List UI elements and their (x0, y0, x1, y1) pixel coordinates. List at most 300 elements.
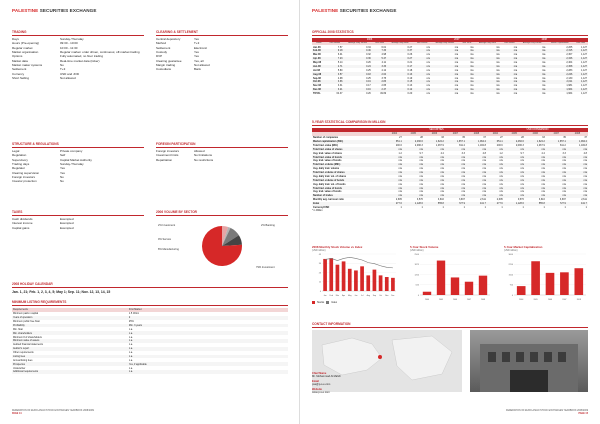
comparison-cell: n/a (461, 182, 465, 186)
structure-key-3: Trading days (12, 162, 30, 167)
official-cell: 4.11 (381, 61, 387, 65)
comparison-cell: n/a (546, 178, 567, 182)
official-cell: 4.71 (326, 65, 344, 69)
page-number: PAGE 15 (578, 413, 588, 416)
listing-cell: n.a. (128, 339, 288, 343)
official-cell: n/a (474, 65, 500, 69)
comparison-cell: n/a (386, 163, 403, 167)
comparison-cell: 1 (501, 205, 503, 209)
official-cell: 2.47 (372, 88, 387, 92)
comparison-cell: n/a (466, 194, 487, 198)
clearing-value-2: Electronic (194, 45, 208, 50)
official-subheader-7: Total Value (459, 42, 474, 45)
official-cell: Jul-08 (313, 68, 320, 72)
official-cell: n/a (431, 80, 459, 84)
clearing-key-4: DVP (156, 54, 163, 59)
listing-cell: Min. float (13, 327, 23, 331)
listing-cell: n.a. (128, 347, 288, 351)
official-cell: n/a (413, 88, 431, 92)
comparison-cell: 1 (522, 205, 524, 209)
official-cell: 1,127 (581, 45, 587, 49)
comparison-cell: n/a (482, 167, 486, 171)
pie-chart (156, 218, 288, 270)
official-cell: n/a (454, 92, 459, 96)
official-cell: 0.21 (407, 61, 413, 65)
comparison-cell: n/a (440, 182, 444, 186)
comparison-cell: 1.2 (398, 151, 402, 155)
chart1-bar-9 (379, 276, 383, 292)
comparison-cell: n/a (419, 174, 423, 178)
comparison-cell: 200.6 (395, 143, 402, 147)
official-cell: 5.47 (372, 57, 387, 61)
structure-title: STRUCTURE & REGULATIONS (12, 142, 144, 148)
listing-cell: Other requirements (13, 351, 34, 355)
comparison-cell: n/a (419, 190, 423, 194)
location-marker (378, 355, 382, 359)
comparison-cell: 1,182.8 (579, 143, 587, 147)
foreign-value-0: Allowed (194, 149, 205, 153)
comparison-cell: 727.9 (445, 202, 466, 206)
official-cell: 0.17 (387, 65, 413, 69)
chart1-bar-2 (336, 265, 340, 291)
comparison-cell: n/a (403, 171, 424, 175)
listing-cell: Auditor's report (12, 347, 128, 351)
comparison-cell: 1,067.9 (536, 143, 545, 147)
chart3-title: 5-Year Market Capitalization (504, 245, 543, 249)
comparison-cell: 1 (442, 205, 444, 209)
chart1-x-tick-4: May (347, 295, 352, 298)
listing-cell: Prospectus (12, 362, 128, 366)
structure-value-3: Sunday-Thursday (60, 162, 84, 167)
listing-cell: Minimum paid-in capital (13, 312, 39, 316)
official-cell: n/a (496, 84, 500, 88)
comparison-table (312, 128, 588, 209)
structure-key-0: Legal (12, 149, 20, 153)
comparison-cell: 811.2 (560, 143, 566, 147)
table-row (312, 206, 588, 210)
comparison-cell: n/a (445, 163, 466, 167)
chart3-bar-3 (560, 273, 569, 296)
official-cell: n/a (426, 68, 430, 72)
official-cell: n/a (413, 80, 431, 84)
chart3-y-tick: 2250 (508, 264, 513, 267)
comparison-cell: 4.4 (541, 151, 545, 155)
listing-cell: n.a. (128, 370, 288, 374)
listing-cell: n.a. (128, 343, 133, 347)
comparison-cell: 9.7 (520, 151, 524, 155)
official-subheader-4: Average Daily Value (387, 42, 413, 45)
comparison-cell: 9.7 (419, 151, 423, 155)
chart3-y-tick: 0 (511, 295, 513, 298)
comparison-cell: n/a (541, 182, 545, 186)
listing-cell: n.a. (128, 366, 133, 370)
comparison-cell: 555.8 (424, 202, 445, 206)
taxes-section (12, 210, 144, 230)
official-cell: Oct-08 (312, 80, 326, 84)
official-cell: n/a (542, 84, 546, 88)
chart2-y-tick: 1875 (414, 264, 419, 267)
comparison-cell: n/a (403, 178, 424, 182)
chart1-bar-3 (342, 262, 346, 292)
official-cell: Apr-08 (312, 57, 326, 61)
comparison-cell: n/a (562, 159, 566, 163)
comparison-cell: n/a (567, 194, 588, 198)
trading-title: TRADING (12, 30, 144, 36)
comparison-cell: n/a (541, 174, 545, 178)
official-cell: 3.21 (326, 88, 344, 92)
contact-details (312, 372, 422, 394)
comparison-cell: n/a (520, 190, 524, 194)
chart1-x-tick-8: Sep (372, 295, 377, 298)
comparison-cell: n/a (386, 194, 403, 198)
official-cell: 1,127 (573, 88, 588, 92)
trading-section (12, 30, 144, 81)
official-cell: n/a (496, 61, 500, 65)
comparison-cell: Total trad. value of bonds (312, 186, 386, 190)
chart1-x-tick-7: Aug (366, 295, 370, 298)
comparison-cell: 1,657.1 (546, 140, 567, 144)
official-cell: 1,127 (581, 53, 587, 57)
official-stats-section (312, 30, 588, 96)
comparison-cell: n/a (567, 163, 588, 167)
official-cell: 5.14 (337, 61, 343, 65)
official-cell: 6.01 (337, 53, 343, 57)
listing-cell: Yes, if applicable (128, 362, 288, 366)
taxes-title: TAXES (12, 210, 144, 216)
official-cell: n/a (518, 80, 546, 84)
comparison-cell: 1,624.2 (424, 140, 445, 144)
structure-key-5: Clearing supervision (12, 170, 40, 175)
comparison-cell: Total trad. volume (Mill.) (312, 163, 386, 167)
official-cell: n/a (470, 92, 474, 96)
official-cell: n/a (496, 45, 500, 49)
comparison-cell: 3,616 (437, 198, 444, 202)
comparison-cell: Total trad. volume of bonds (312, 178, 386, 182)
chart3-x-tick-0: 2004 (519, 299, 524, 302)
official-cell: Sep-08 (313, 76, 321, 80)
chart1-bar-10 (385, 278, 389, 292)
comparison-cell: n/a (504, 163, 525, 167)
comparison-cell: 1,624.2 (525, 140, 546, 144)
official-cell: n/a (426, 76, 430, 80)
official-cell: 3.66 (326, 80, 344, 84)
comparison-cell: 4.8 (583, 151, 587, 155)
web-label: Website (312, 387, 322, 391)
official-cell: 2.83 (372, 80, 387, 84)
pie-label-3: 8% Manufacturing (158, 248, 179, 251)
official-cell: n/a (454, 61, 459, 65)
chart2-bar-4 (479, 276, 487, 295)
listing-cell: 25% (128, 320, 134, 324)
official-cell: 0.26 (366, 61, 371, 65)
comparison-cell: n/a (504, 178, 525, 182)
listing-cell: Listing fees (12, 355, 128, 359)
official-cell: 0.36 (343, 57, 371, 61)
structure-section (12, 142, 144, 184)
comparison-cell: 1.2 (499, 151, 503, 155)
comparison-cell: n/a (583, 174, 587, 178)
comparison-cell: 3,697 (559, 198, 566, 202)
comparison-cell: n/a (445, 155, 466, 159)
comparison-cell: n/a (583, 190, 587, 194)
brand-name: PALESTINE (12, 8, 39, 13)
official-cell: n/a (500, 57, 518, 61)
official-cell: 0.12 (387, 88, 413, 92)
listing-section (12, 300, 288, 374)
comparison-cell: 3.3 (461, 151, 465, 155)
web-link[interactable]: www.p-s-e.com (312, 391, 330, 395)
comparison-cell: 555.8 (525, 202, 546, 206)
taxes-value-1: Exempted (60, 221, 74, 226)
chart1-bar-8 (373, 270, 377, 291)
official-cell: 2,283 (566, 68, 573, 72)
comparison-cell: n/a (567, 155, 588, 159)
comparison-cell: 1,964.2 (466, 140, 487, 144)
comparison-cell: n/a (445, 171, 466, 175)
listing-cell: n.a. (128, 327, 133, 331)
official-cell: n/a (454, 76, 459, 80)
official-cell: n/a (431, 49, 459, 53)
chart3-section (504, 246, 588, 308)
pie-label-0: 2% Investment (158, 224, 176, 227)
comparison-year-3: 2007 (445, 132, 466, 136)
official-cell: n/a (459, 65, 474, 69)
official-cell: 1,964 (546, 88, 573, 92)
comparison-cell: n/a (482, 159, 486, 163)
comparison-cell: Number of companies (313, 136, 339, 140)
clearing-key-7: Custodians (156, 67, 172, 72)
chart3-x-tick-2: 2006 (547, 299, 553, 302)
comparison-cell: n/a (466, 178, 487, 182)
official-cell: 4.98 (381, 53, 387, 57)
comparison-cell: n/a (403, 163, 424, 167)
comparison-cell: n/a (419, 159, 423, 163)
official-cell: Nov-08 (313, 84, 321, 88)
official-cell: n/a (459, 88, 474, 92)
trading-value-6: No (60, 63, 64, 68)
official-cell: n/a (513, 61, 518, 65)
chart1-bar-1 (329, 259, 333, 292)
comparison-cell: n/a (499, 182, 503, 186)
comparison-cell: n/a (482, 182, 486, 186)
chart2-bar-2 (451, 278, 459, 296)
comparison-cell: n/a (504, 147, 525, 151)
trading-value-8: USD and JOD (60, 71, 80, 76)
comparison-cell: n/a (386, 155, 403, 159)
comparison-cell: 2,611 (581, 198, 587, 202)
taxes-key-1: Interest income (12, 221, 33, 226)
comparison-cell: n/a (440, 190, 444, 194)
structure-key-1: Regulation (12, 153, 27, 158)
chart1-x-tick-10: Nov (385, 295, 389, 298)
official-cell: 7.57 (337, 45, 343, 49)
comparison-cell: 1,128.6 (403, 202, 424, 206)
official-cell: 2,307 (566, 53, 573, 57)
official-cell: n/a (413, 72, 431, 76)
comparison-cell: 3,616 (538, 198, 545, 202)
foreign-value-1: No limitations (194, 153, 213, 158)
structure-value-5: Yes (60, 170, 65, 175)
foreign-section (156, 142, 288, 162)
official-cell: n/a (542, 76, 546, 80)
header-title: SECURITIES EXCHANGE (339, 8, 397, 13)
listing-cell: Audited financial statements (13, 343, 43, 347)
trading-value-0: Sunday-Thursday (60, 37, 84, 41)
chart1-x-tick-5: Jun (354, 295, 358, 298)
comparison-cell: 1 (400, 205, 402, 209)
chart2-bar-1 (437, 261, 445, 295)
email-link[interactable]: pse@p-s-e.com (312, 383, 331, 387)
comparison-cell: 2,611 (480, 198, 486, 202)
legend-swatch-stocks (312, 301, 315, 304)
official-cell: 0.24 (343, 65, 371, 69)
official-group-1: 2007 (413, 38, 500, 42)
official-cell: TOTAL (313, 92, 321, 96)
comparison-title: 5-YEAR STATISTICAL COMPARISON IN MILLION (312, 120, 588, 126)
trading-key-7: Settlement (12, 67, 27, 72)
clearing-key-2: Settlement (156, 45, 171, 50)
official-cell: n/a (518, 88, 546, 92)
comparison-cell: n/a (546, 194, 567, 198)
comparison-cell: n/a (419, 182, 423, 186)
trading-kv (12, 38, 144, 81)
official-group-0: 2006 (326, 38, 413, 42)
official-cell: n/a (426, 92, 430, 96)
official-cell: n/a (474, 72, 500, 76)
comparison-cell: n/a (525, 194, 546, 198)
comparison-cell: n/a (398, 190, 402, 194)
comparison-cell: 1 (421, 205, 423, 209)
chart2-y-tick: 0 (417, 295, 419, 298)
comparison-cell: n/a (520, 159, 524, 163)
official-cell: Aug-08 (312, 72, 326, 76)
comparison-cell: n/a (567, 171, 588, 175)
comparison-cell: 651.1 (386, 140, 403, 144)
official-subheader-9: Total Volume (500, 42, 518, 45)
comparison-cell: Number of trades (312, 194, 386, 198)
comparison-cell: 4.4 (440, 151, 444, 155)
listing-cell: n.a. (128, 355, 288, 359)
comparison-cell: 1,964.2 (567, 140, 588, 144)
comparison-cell: n/a (466, 171, 487, 175)
comparison-cell: n/a (482, 190, 486, 194)
official-cell: 4.98 (337, 76, 343, 80)
official-cell: n/a (542, 68, 546, 72)
comparison-cell: 441.7 (466, 202, 487, 206)
official-cell: n/a (474, 80, 500, 84)
comparison-cell: n/a (525, 163, 546, 167)
official-cell: 2,011 (546, 80, 573, 84)
comparison-cell: n/a (403, 186, 424, 190)
comparison-cell: n/a (504, 171, 525, 175)
chart2-bar-0 (423, 292, 431, 295)
official-cell: n/a (513, 84, 518, 88)
official-cell: 7.23 (326, 57, 344, 61)
official-cell: 0.20 (407, 92, 413, 96)
official-subheader-11: Market Capitalization (546, 42, 573, 45)
comparison-cell: 1,128.6 (504, 202, 525, 206)
official-cell: 1,127 (573, 49, 588, 53)
comparison-cell: n/a (525, 186, 546, 190)
comparison-cell: n/a (440, 167, 444, 171)
comparison-cell: n/a (562, 174, 566, 178)
comparison-cell: n/a (424, 163, 445, 167)
comparison-cell: 1 (585, 205, 587, 209)
comparison-cell: n/a (386, 171, 403, 175)
comparison-cell: 35 (462, 136, 465, 140)
comparison-cell: Avg. trad. value of bonds (313, 190, 342, 194)
official-cell: n/a (542, 45, 546, 49)
email-label: Email (312, 379, 319, 383)
chart1-bar-4 (348, 269, 352, 291)
taxes-kv (12, 218, 144, 230)
chart3-x-tick-4: 2008 (576, 299, 581, 302)
chart3-bar-0 (517, 287, 526, 296)
comparison-cell: n/a (424, 194, 445, 198)
chart1-section (312, 246, 398, 308)
chart1-subtitle: (USD million) (312, 249, 326, 252)
comparison-cell: 3.3 (562, 151, 566, 155)
official-cell: n/a (454, 45, 459, 49)
comparison-cell: n/a (386, 186, 403, 190)
official-cell: n/a (518, 57, 546, 61)
comparison-note: * in Million (312, 210, 323, 213)
comparison-cell: 441.7 (567, 202, 588, 206)
comparison-cell: n/a (386, 178, 403, 182)
trading-key-8: Currency (12, 71, 25, 76)
official-cell: 2,246 (546, 72, 573, 76)
ceo-name: Mr. Mohammad Al Mahdi (312, 375, 341, 379)
comparison-cell: 33 (441, 136, 444, 140)
chart1-x-tick-3: Apr (342, 295, 346, 298)
comparison-cell: 4.8 (482, 151, 486, 155)
official-cell: 64.37 (336, 92, 343, 96)
official-cell: n/a (470, 68, 474, 72)
comparison-cell: n/a (504, 194, 525, 198)
comparison-cell: n/a (541, 167, 545, 171)
official-cell: n/a (470, 45, 474, 49)
clearing-title: CLEARING & SETTLEMENT (156, 30, 288, 36)
trading-key-3: Market organisation (12, 50, 39, 55)
chart1-y-tick: 0 (319, 291, 321, 294)
structure-value-2: Capital Market Authority (60, 157, 92, 162)
foreign-key-1: Investment limits (156, 153, 179, 158)
comparison-year-5: 2004 (487, 132, 504, 136)
trading-value-7: T+3 (60, 67, 66, 72)
footer-text: FEDERATION OF EURO-ASIAN STOCK EXCHANGES YEARBOOK 2008/2009 (506, 410, 588, 413)
comparison-cell: n/a (525, 171, 546, 175)
chart3-bar-2 (546, 273, 555, 295)
chart3-y-tick: 1500 (508, 274, 513, 277)
official-cell: n/a (459, 80, 474, 84)
foreign-value-2: No restrictions (194, 157, 214, 162)
comparison-cell: n/a (461, 159, 465, 163)
trading-key-4: Options (12, 54, 23, 59)
official-cell: n/a (496, 92, 500, 96)
official-cell: n/a (500, 49, 518, 53)
comparison-year-0: 2004 (386, 132, 403, 136)
chart3-subtitle: (USD million) (504, 249, 518, 252)
table-row (12, 370, 288, 374)
trading-value-4: Fully automated, no floor trading (60, 54, 104, 59)
listing-cell: Minimum value of assets (12, 339, 128, 343)
comparison-cell: n/a (567, 186, 588, 190)
comparison-cell: n/a (482, 174, 486, 178)
official-subheader-8: Average Daily Value (474, 42, 500, 45)
official-cell: 1,127 (581, 61, 587, 65)
official-cell: 0.15 (387, 80, 413, 84)
trading-key-0: Days (12, 37, 19, 41)
